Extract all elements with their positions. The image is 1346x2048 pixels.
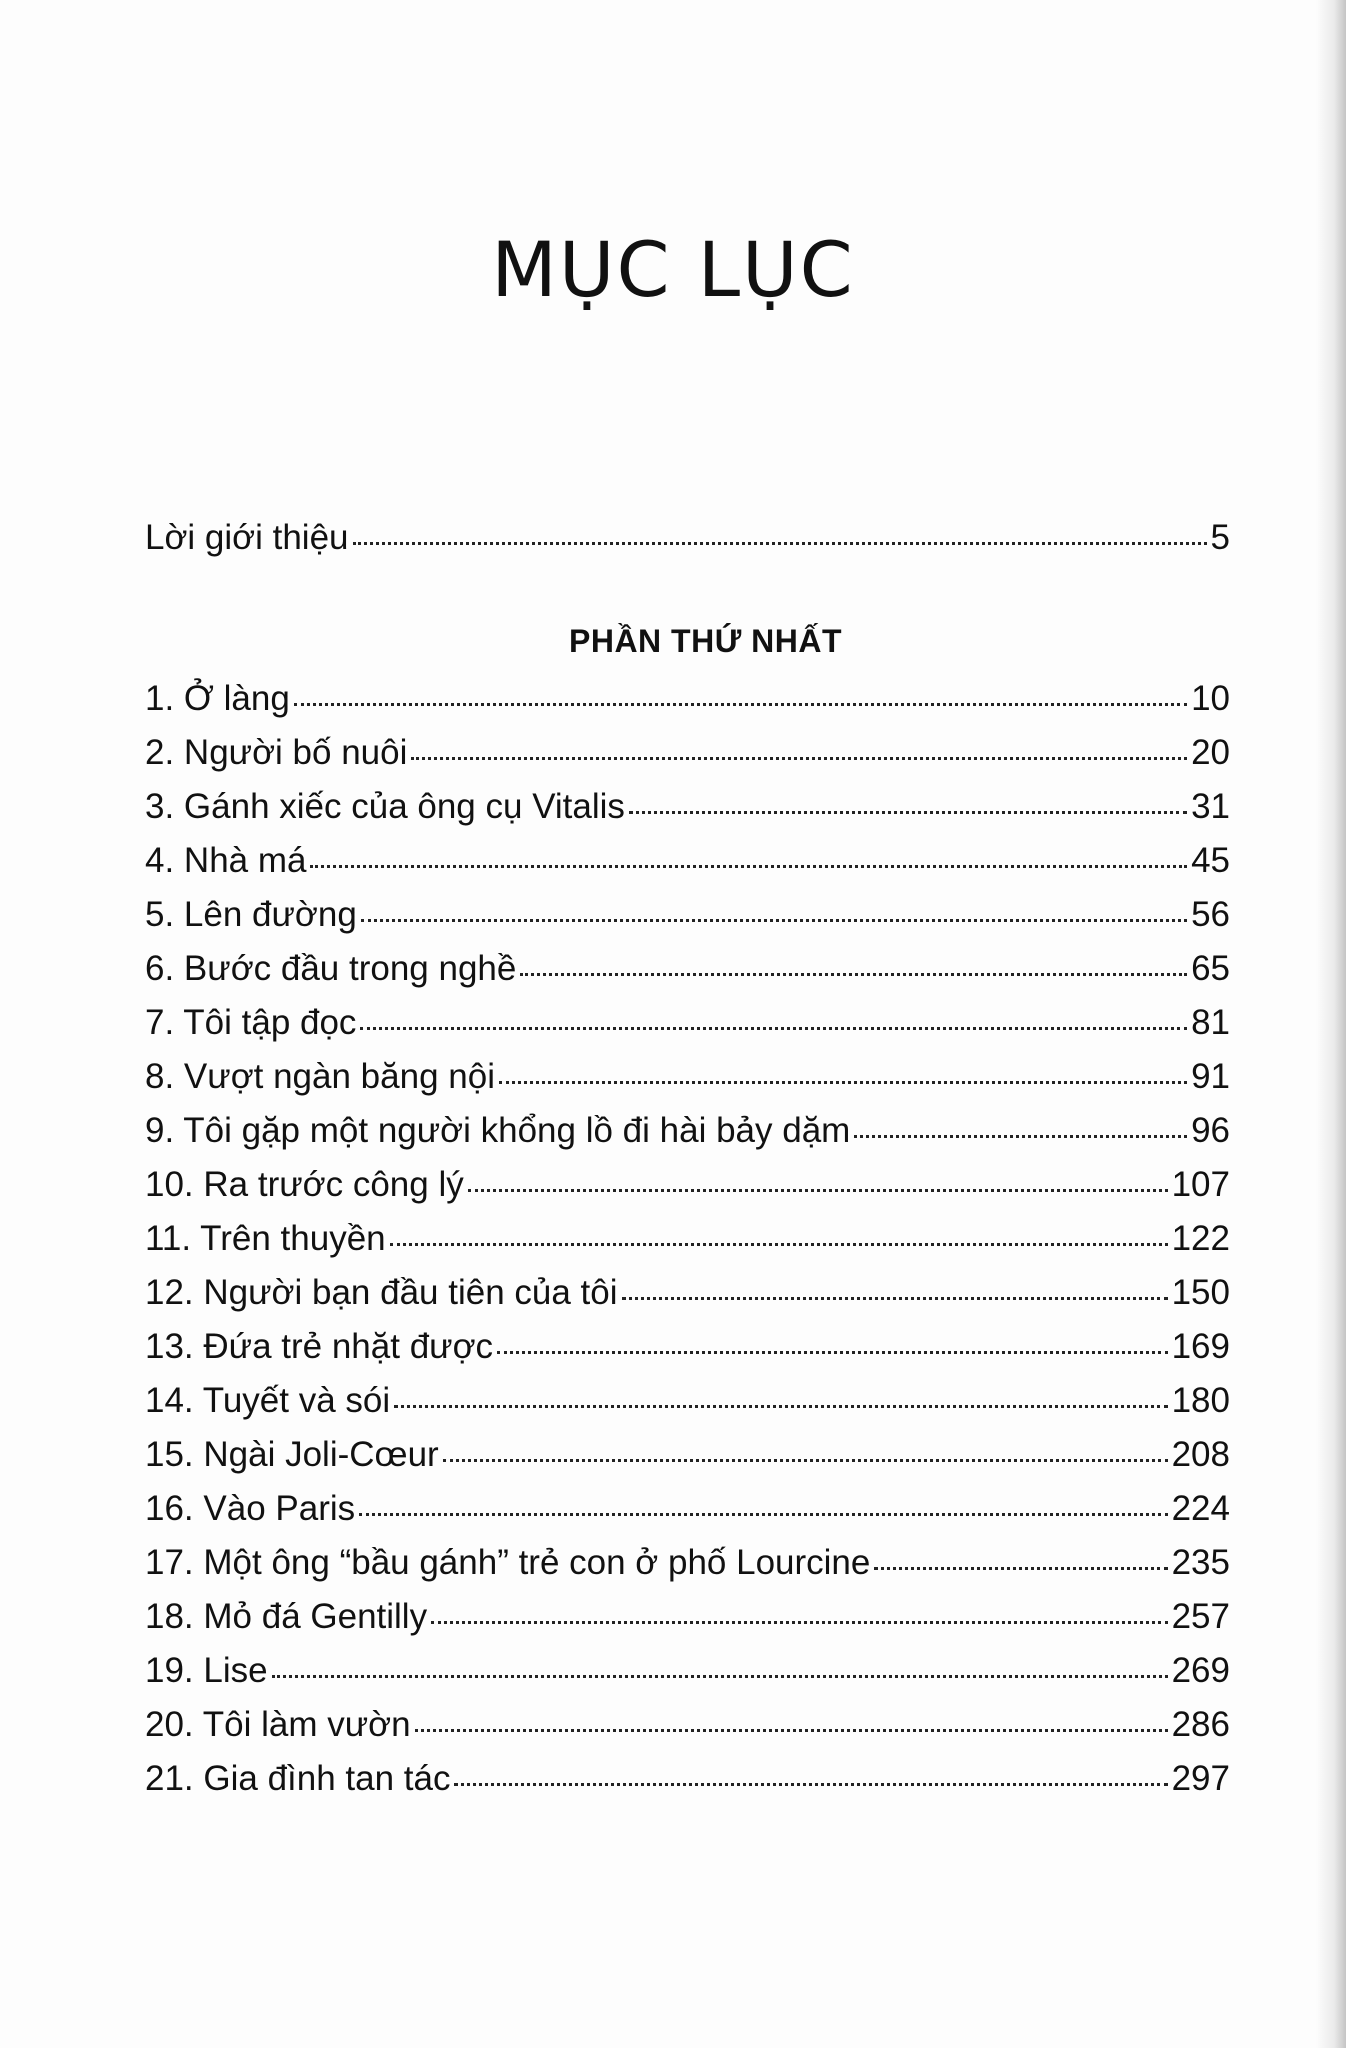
toc-entry-label: 6. Bước đầu trong nghề xyxy=(145,949,517,988)
part-heading: PHẦN THỨ NHẤT xyxy=(568,623,843,659)
toc-entry-page: 5 xyxy=(1210,518,1230,557)
toc-entry-label: 5. Lên đường xyxy=(145,895,357,934)
toc-entry-label: 12. Người bạn đầu tiên của tôi xyxy=(145,1273,618,1312)
toc-entry-label: 14. Tuyết và sói xyxy=(145,1381,391,1420)
toc-entry[interactable] xyxy=(145,731,1230,775)
dot-leader xyxy=(353,542,1207,545)
dot-leader xyxy=(622,1297,1168,1300)
toc-entry-page: 257 xyxy=(1171,1597,1230,1636)
toc-entry-label: 3. Gánh xiếc của ông cụ Vitalis xyxy=(145,787,625,826)
toc-entry[interactable] xyxy=(145,1001,1230,1045)
toc-entry[interactable] xyxy=(145,1433,1230,1477)
dot-leader xyxy=(310,865,1187,868)
toc-entry-page: 169 xyxy=(1171,1327,1230,1366)
dot-leader xyxy=(431,1621,1168,1624)
toc-entry-label: 18. Mỏ đá Gentilly xyxy=(145,1597,428,1636)
dot-leader xyxy=(629,811,1187,814)
toc-entry-page: 286 xyxy=(1171,1705,1230,1744)
toc-entry-label: 9. Tôi gặp một người khổng lồ đi hài bảy dặm xyxy=(145,1111,851,1150)
toc-entry[interactable] xyxy=(145,1487,1230,1531)
dot-leader xyxy=(272,1675,1168,1678)
dot-leader xyxy=(874,1567,1167,1570)
dot-leader xyxy=(294,703,1187,706)
toc-entry[interactable] xyxy=(145,947,1230,991)
toc-entry-page: 150 xyxy=(1171,1273,1230,1312)
toc-entry-page: 180 xyxy=(1171,1381,1230,1420)
toc-entry-page: 31 xyxy=(1191,787,1230,826)
toc-entry-label: 15. Ngài Joli-Cœur xyxy=(145,1435,439,1474)
toc-entry-page: 224 xyxy=(1171,1489,1230,1528)
toc-entry-label: 17. Một ông “bầu gánh” trẻ con ở phố Lourcine xyxy=(145,1543,871,1582)
toc-entry-label: 7. Tôi tập đọc xyxy=(145,1003,357,1042)
toc-entry[interactable] xyxy=(145,1325,1230,1369)
dot-leader xyxy=(390,1243,1168,1246)
toc-entry-label: 2. Người bố nuôi xyxy=(145,733,408,772)
page-title: MỤC LỤC xyxy=(491,225,855,314)
toc-entry-label: 4. Nhà má xyxy=(145,841,307,880)
toc-entry[interactable] xyxy=(145,1541,1230,1585)
toc-entry-label: 11. Trên thuyền xyxy=(145,1219,386,1258)
toc-entry[interactable] xyxy=(145,1379,1230,1423)
toc-entry[interactable] xyxy=(145,677,1230,721)
dot-leader xyxy=(454,1783,1167,1786)
toc-entry-intro[interactable] xyxy=(145,516,1230,560)
dot-leader xyxy=(854,1135,1187,1138)
toc-entry[interactable] xyxy=(145,1163,1230,1207)
toc-entry[interactable] xyxy=(145,1649,1230,1693)
toc-entry-label: 19. Lise xyxy=(145,1651,268,1690)
toc-entry-label: 13. Đứa trẻ nhặt được xyxy=(145,1327,494,1366)
toc-entry[interactable] xyxy=(145,1595,1230,1639)
dot-leader xyxy=(415,1729,1168,1732)
toc-entry-label: 16. Vào Paris xyxy=(145,1489,356,1528)
toc-entry[interactable] xyxy=(145,839,1230,883)
toc-entry[interactable] xyxy=(145,1757,1230,1801)
toc-entry-page: 81 xyxy=(1191,1003,1230,1042)
toc-entry-label: 1. Ở làng xyxy=(145,679,290,718)
toc-entry[interactable] xyxy=(145,1271,1230,1315)
dot-leader xyxy=(359,1513,1167,1516)
toc-entry-page: 65 xyxy=(1191,949,1230,988)
toc-entry-page: 91 xyxy=(1191,1057,1230,1096)
toc-entry-page: 20 xyxy=(1191,733,1230,772)
toc-entry-page: 297 xyxy=(1171,1759,1230,1798)
dot-leader xyxy=(499,1081,1187,1084)
toc-entry[interactable] xyxy=(145,1703,1230,1747)
dot-leader xyxy=(394,1405,1167,1408)
toc-entry[interactable] xyxy=(145,785,1230,829)
toc-entry-page: 56 xyxy=(1191,895,1230,934)
toc-entry[interactable] xyxy=(145,1055,1230,1099)
toc-entry-label: 10. Ra trước công lý xyxy=(145,1165,464,1204)
toc-entry[interactable] xyxy=(145,1109,1230,1153)
toc-entry-page: 96 xyxy=(1191,1111,1230,1150)
toc-entry-label: 21. Gia đình tan tác xyxy=(145,1759,451,1798)
toc-entry-label: 20. Tôi làm vườn xyxy=(145,1705,411,1744)
toc-entry-page: 45 xyxy=(1191,841,1230,880)
toc-entry-page: 235 xyxy=(1171,1543,1230,1582)
dot-leader xyxy=(443,1459,1168,1462)
dot-leader xyxy=(520,973,1187,976)
dot-leader xyxy=(468,1189,1168,1192)
toc-entry-page: 269 xyxy=(1171,1651,1230,1690)
toc-entry-label: Lời giới thiệu xyxy=(145,518,349,557)
dot-leader xyxy=(497,1351,1168,1354)
dot-leader xyxy=(360,1027,1187,1030)
dot-leader xyxy=(411,757,1187,760)
toc-entry-page: 208 xyxy=(1171,1435,1230,1474)
toc-entry-page: 122 xyxy=(1171,1219,1230,1258)
toc-entry-page: 10 xyxy=(1191,679,1230,718)
toc-entry[interactable] xyxy=(145,893,1230,937)
dot-leader xyxy=(361,919,1187,922)
toc-entry-page: 107 xyxy=(1171,1165,1230,1204)
toc-entry[interactable] xyxy=(145,1217,1230,1261)
toc-entry-label: 8. Vượt ngàn băng nội xyxy=(145,1057,495,1096)
